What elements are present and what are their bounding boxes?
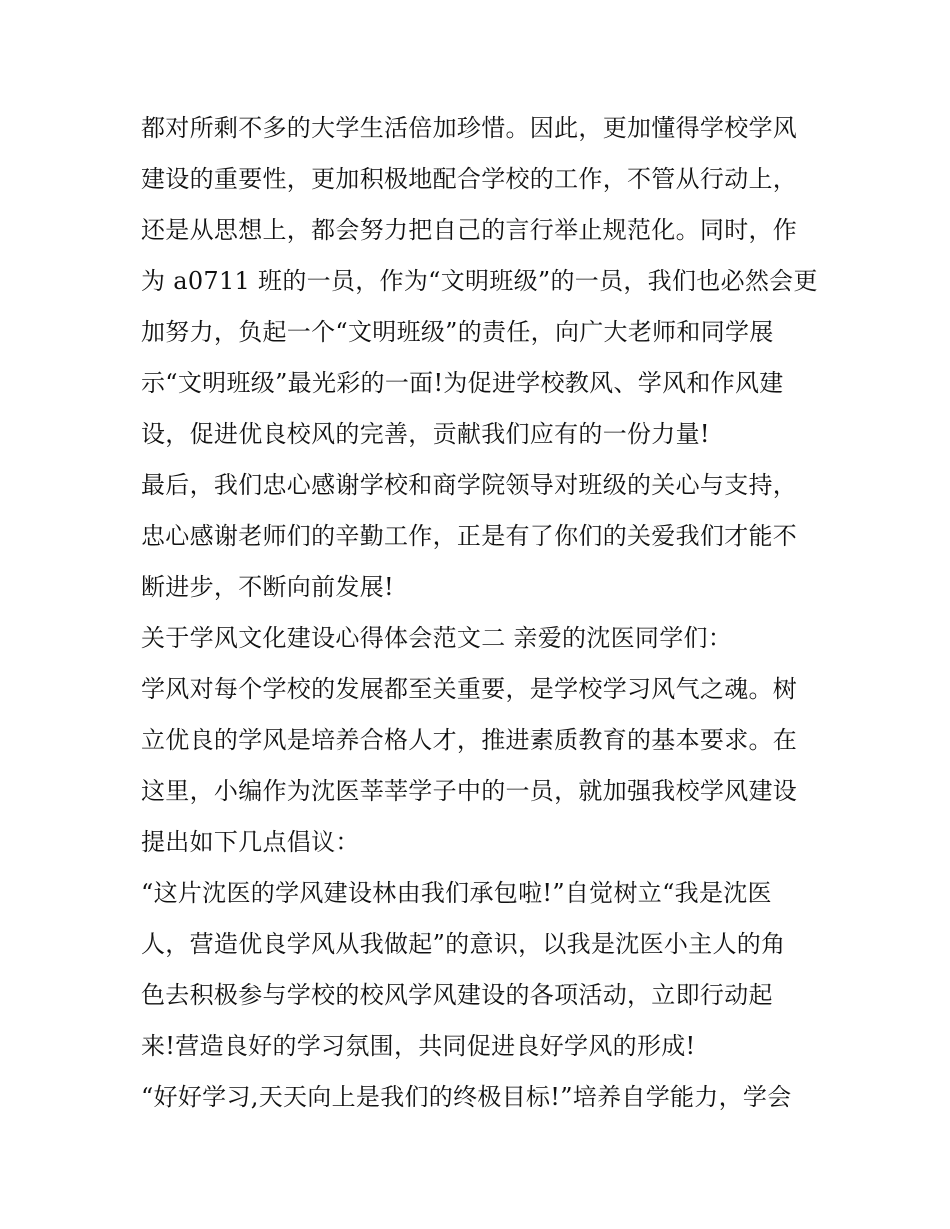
text-line: 还是从思想上，都会努力把自己的言行举止规范化。同时，作 bbox=[141, 216, 798, 244]
text-line: 为 a0711 班的一员，作为“文明班级”的一员，我们也必然会更 bbox=[141, 267, 818, 295]
text-line: 设，促进优良校风的完善，贡献我们应有的一份力量! bbox=[141, 420, 710, 448]
text-line: 加努力，负起一个“文明班级”的责任，向广大老师和同学展 bbox=[141, 318, 774, 346]
text-line: 学风对每个学校的发展都至关重要，是学校学习风气之魂。树 bbox=[141, 675, 798, 703]
text-line: 来!营造良好的学习氛围，共同促进良好学风的形成! bbox=[141, 1032, 696, 1060]
text-line: 人，营造优良学风从我做起”的意识，以我是沈医小主人的角 bbox=[141, 930, 786, 958]
text-line: 最后，我们忠心感谢学校和商学院领导对班级的关心与支持， bbox=[141, 471, 798, 499]
text-line: 断进步，不断向前发展! bbox=[141, 573, 394, 601]
section-heading-line: 关于学风文化建设心得体会范文二 亲爱的沈医同学们： bbox=[141, 624, 733, 652]
text-line: “好好学习,天天向上是我们的终极目标!”培养自学能力，学会 bbox=[141, 1083, 792, 1111]
text-line: 色去积极参与学校的校风学风建设的各项活动，立即行动起 bbox=[141, 981, 773, 1009]
text-line: 忠心感谢老师们的辛勤工作，正是有了你们的关爱我们才能不 bbox=[141, 522, 798, 550]
text-line: 建设的重要性，更加积极地配合学校的工作，不管从行动上， bbox=[141, 165, 798, 193]
text-line: 示“文明班级”最光彩的一面!为促进学校教风、学风和作风建 bbox=[141, 369, 784, 397]
text-line: 提出如下几点倡议： bbox=[141, 828, 360, 856]
text-line: 这里，小编作为沈医莘莘学子中的一员，就加强我校学风建设 bbox=[141, 777, 798, 805]
document-body bbox=[141, 103, 821, 1123]
text-line: 立优良的学风是培养合格人才，推进素质教育的基本要求。在 bbox=[141, 726, 798, 754]
text-line: 都对所剩不多的大学生活倍加珍惜。因此，更加懂得学校学风 bbox=[141, 114, 798, 142]
text-line: “这片沈医的学风建设林由我们承包啦!”自觉树立“我是沈医 bbox=[141, 879, 772, 907]
